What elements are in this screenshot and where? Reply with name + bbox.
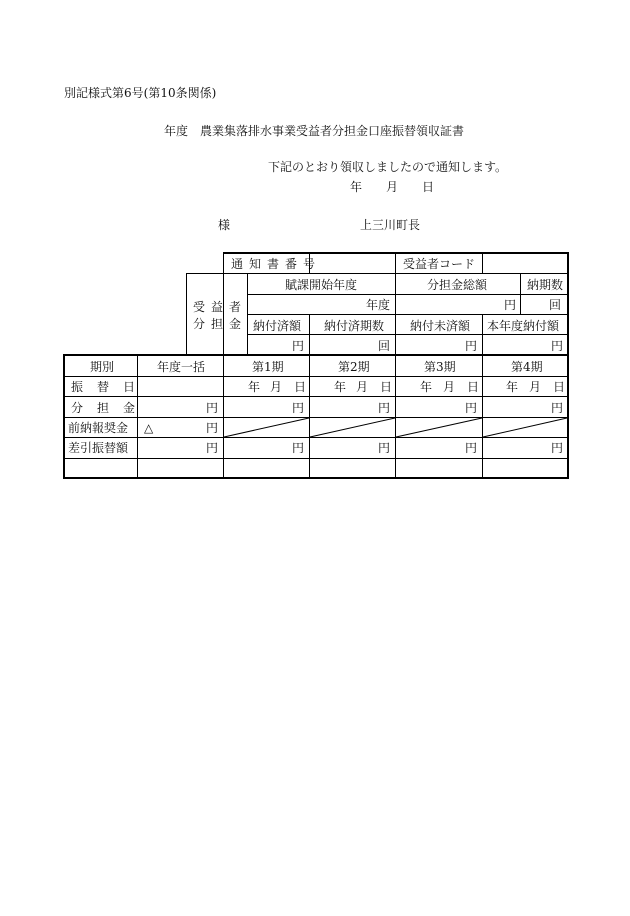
main-table-border-top <box>63 354 569 356</box>
beneficiary-label: 受益者 <box>193 300 248 314</box>
top-table-line <box>482 314 483 355</box>
main-table-line <box>137 354 138 479</box>
p2-net-yen: 円 <box>378 441 391 455</box>
main-table-border-bottom <box>63 477 569 479</box>
yen-unit: 円 <box>504 298 517 312</box>
p3-month: 月 <box>443 380 456 394</box>
p3-year: 年 <box>420 380 433 394</box>
top-table-border-right <box>567 252 569 355</box>
yen-unit: 円 <box>465 339 478 353</box>
col-period2-header: 第2期 <box>338 360 370 374</box>
main-table-line <box>395 354 396 479</box>
share-amount-label: 分担金 <box>193 317 248 331</box>
paid-amount-label: 納付済額 <box>253 319 302 333</box>
top-table-line <box>186 273 187 355</box>
form-reference: 別記様式第6号(第10条関係) <box>64 86 217 100</box>
main-table-line <box>223 354 224 479</box>
row-transfer-date-label: 振替日 <box>71 380 150 394</box>
main-table-border-right <box>567 354 569 479</box>
top-table-line <box>482 252 483 273</box>
col-lump-header: 年度一括 <box>157 360 206 374</box>
row-prepay-label: 前納報奨金 <box>68 421 129 435</box>
p4-day: 日 <box>553 380 566 394</box>
top-table-border-top <box>223 252 569 254</box>
main-table-line <box>482 354 483 479</box>
p4-month: 月 <box>529 380 542 394</box>
p2-month: 月 <box>356 380 369 394</box>
diagonal-strike <box>483 418 567 437</box>
unpaid-amount-label: 納付未済額 <box>410 319 471 333</box>
total-amount-label: 分担金総額 <box>427 278 488 292</box>
top-table-line <box>395 252 396 355</box>
issuer-name: 上三川町長 <box>360 218 421 232</box>
lump-net-yen: 円 <box>206 441 219 455</box>
lump-amount-yen: 円 <box>206 401 219 415</box>
notice-number-label: 通知書番号 <box>231 257 322 271</box>
top-table-line <box>186 273 569 274</box>
main-table-line <box>63 458 569 459</box>
diagonal-strike <box>310 418 395 437</box>
notice-text: 下記のとおり領収しましたので通知します。 <box>268 160 508 174</box>
p1-net-yen: 円 <box>292 441 305 455</box>
year-unit: 年度 <box>366 298 391 312</box>
p2-day: 日 <box>380 380 393 394</box>
top-table-line <box>520 273 521 314</box>
row-amount-label: 分担金 <box>71 401 150 415</box>
top-table-line <box>309 314 310 355</box>
diagonal-strike <box>396 418 482 437</box>
p3-net-yen: 円 <box>465 441 478 455</box>
p4-year: 年 <box>506 380 519 394</box>
p4-amount-yen: 円 <box>551 401 564 415</box>
p2-year: 年 <box>334 380 347 394</box>
top-table-line <box>247 273 248 355</box>
row-net-label: 差引振替額 <box>68 441 129 455</box>
col-period3-header: 第3期 <box>424 360 456 374</box>
prepay-triangle: △ <box>144 421 154 435</box>
diagonal-strike <box>224 418 309 437</box>
p3-day: 日 <box>467 380 480 394</box>
col-period1-header: 第1期 <box>252 360 284 374</box>
date-month: 月 <box>386 180 399 194</box>
p1-year: 年 <box>248 380 261 394</box>
main-table-line <box>63 376 569 377</box>
yen-unit: 円 <box>292 339 305 353</box>
main-table-line <box>63 396 569 397</box>
this-year-amount-label: 本年度納付額 <box>487 319 560 333</box>
date-day: 日 <box>422 180 435 194</box>
top-table-line <box>247 334 569 335</box>
main-table-border-left <box>63 354 65 479</box>
start-year-label: 賦課開始年度 <box>285 278 358 292</box>
p1-amount-yen: 円 <box>292 401 305 415</box>
top-table-line <box>247 314 569 315</box>
main-table-line <box>63 417 569 418</box>
p4-net-yen: 円 <box>551 441 564 455</box>
paid-periods-label: 納付済期数 <box>324 319 385 333</box>
document-title: 年度 農業集落排水事業受益者分担金口座振替領収証書 <box>164 124 465 138</box>
period-count-label: 納期数 <box>527 278 564 292</box>
p3-amount-yen: 円 <box>465 401 478 415</box>
col-period4-header: 第4期 <box>511 360 543 374</box>
yen-unit: 円 <box>551 339 564 353</box>
p2-amount-yen: 円 <box>378 401 391 415</box>
p1-day: 日 <box>294 380 307 394</box>
beneficiary-code-label: 受益者コード <box>403 257 476 271</box>
p1-month: 月 <box>270 380 283 394</box>
col-period-header: 期別 <box>90 360 115 374</box>
count-unit: 回 <box>549 298 562 312</box>
lump-prepay-yen: 円 <box>206 421 219 435</box>
addressee-suffix: 様 <box>218 218 231 232</box>
date-year: 年 <box>350 180 363 194</box>
main-table-line <box>63 437 569 438</box>
main-table-line <box>309 354 310 479</box>
count-unit: 回 <box>378 339 391 353</box>
